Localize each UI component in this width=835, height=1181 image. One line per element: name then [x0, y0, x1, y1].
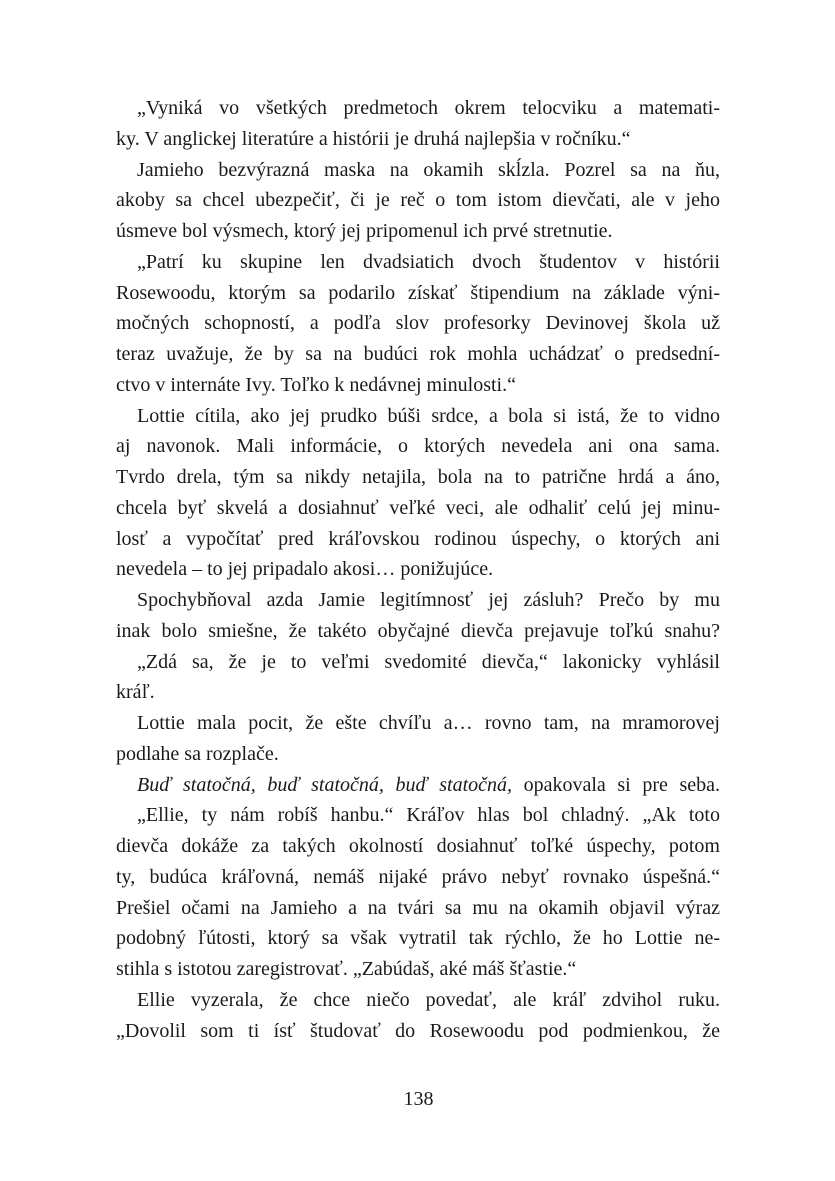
italic-phrase: Buď statočná, buď statočná, buď statočná, — [137, 773, 513, 796]
text-line: losť a vypočítať pred kráľovskou rodinou úspechy, o ktorých ani — [116, 527, 720, 550]
text-line: Ellie vyzerala, že chce niečo povedať, ale kráľ zdvihol ruku. — [137, 988, 720, 1011]
text-line: dievča dokáže za takých okolností dosiahnuť toľké úspechy, potom — [116, 835, 720, 857]
text-line: inak bolo smiešne, že takéto obyčajné dievča prejavuje toľkú snahu? — [116, 619, 720, 642]
text-line: aj navonok. Mali informácie, o ktorých nevedela ani ona sama. — [116, 435, 720, 458]
page-number — [0, 1088, 835, 1111]
text-line: „Zdá sa, že je to veľmi svedomité dievča,“ lakonicky vyhlásil — [137, 650, 720, 673]
text-line: Lottie cítila, ako jej prudko búši srdce, a bola si istá, že to vidno — [137, 404, 720, 427]
text-line: kráľ. — [116, 681, 155, 704]
text-line: stihla s istotou zaregistrovať. „Zabúdaš, aké máš šťastie.“ — [116, 958, 577, 980]
text-line: močných schopností, a podľa slov profesorky Devinovej škola už — [116, 312, 720, 335]
text-line: podlahe sa rozplače. — [116, 742, 279, 765]
text-line: Prešiel očami na Jamieho a na tvári sa mu na okamih objavil výraz — [116, 896, 720, 919]
text-line: „Patrí ku skupine len dvadsiatich dvoch študentov v histórii — [137, 250, 720, 273]
text-line: „Vyniká vo všetkých predmetoch okrem telocviku a matemati- — [137, 97, 720, 119]
text-line: ctvo v internáte Ivy. Toľko k nedávnej minulosti.“ — [116, 373, 516, 396]
text-line: akoby sa chcel ubezpečiť, či je reč o tom istom dievčati, ale v jeho — [116, 189, 720, 212]
page-number-text: 138 — [403, 1088, 434, 1110]
text-fragment: opakovala si pre seba. — [512, 773, 720, 796]
text-line: „Dovolil som ti ísť študovať do Rosewoodu pod podmienkou, že — [116, 1019, 720, 1042]
text-line: Jamieho bezvýrazná maska na okamih skĺzla. Pozrel sa na ňu, — [137, 158, 720, 181]
text-line: Tvrdo drela, tým sa nikdy netajila, bola na to patrične hrdá a áno, — [116, 466, 720, 488]
book-page-text — [116, 93, 720, 1046]
text-line: Rosewoodu, ktorým sa podarilo získať štipendium na základe výni- — [116, 281, 720, 304]
text-line: Spochybňoval azda Jamie legitímnosť jej zásluh? Prečo by mu — [137, 589, 720, 611]
text-line: ty, budúca kráľovná, nemáš nijaké právo nebyť rovnako úspešná.“ — [116, 865, 720, 888]
text-line: chcela byť skvelá a dosiahnuť veľké veci, ale odhaliť celú jej minu- — [116, 496, 720, 519]
text-line: teraz uvažuje, že by sa na budúci rok mohla uchádzať o predsední- — [116, 343, 720, 365]
text-line: podobný ľútosti, ktorý sa však vytratil tak rýchlo, že ho Lottie ne- — [116, 927, 720, 950]
text-line: „Ellie, ty nám robíš hanbu.“ Kráľov hlas bol chladný. „Ak toto — [137, 804, 720, 827]
text-line: Lottie mala pocit, že ešte chvíľu a… rovno tam, na mramorovej — [137, 712, 720, 734]
text-line: úsmeve bol výsmech, ktorý jej pripomenul ich prvé stretnutie. — [116, 220, 613, 242]
text-line-italic — [116, 770, 720, 801]
text-line: nevedela – to jej pripadalo akosi… ponižujúce. — [116, 558, 494, 581]
text-line: ky. V anglickej literatúre a histórii je druhá najlepšia v ročníku.“ — [116, 127, 631, 150]
